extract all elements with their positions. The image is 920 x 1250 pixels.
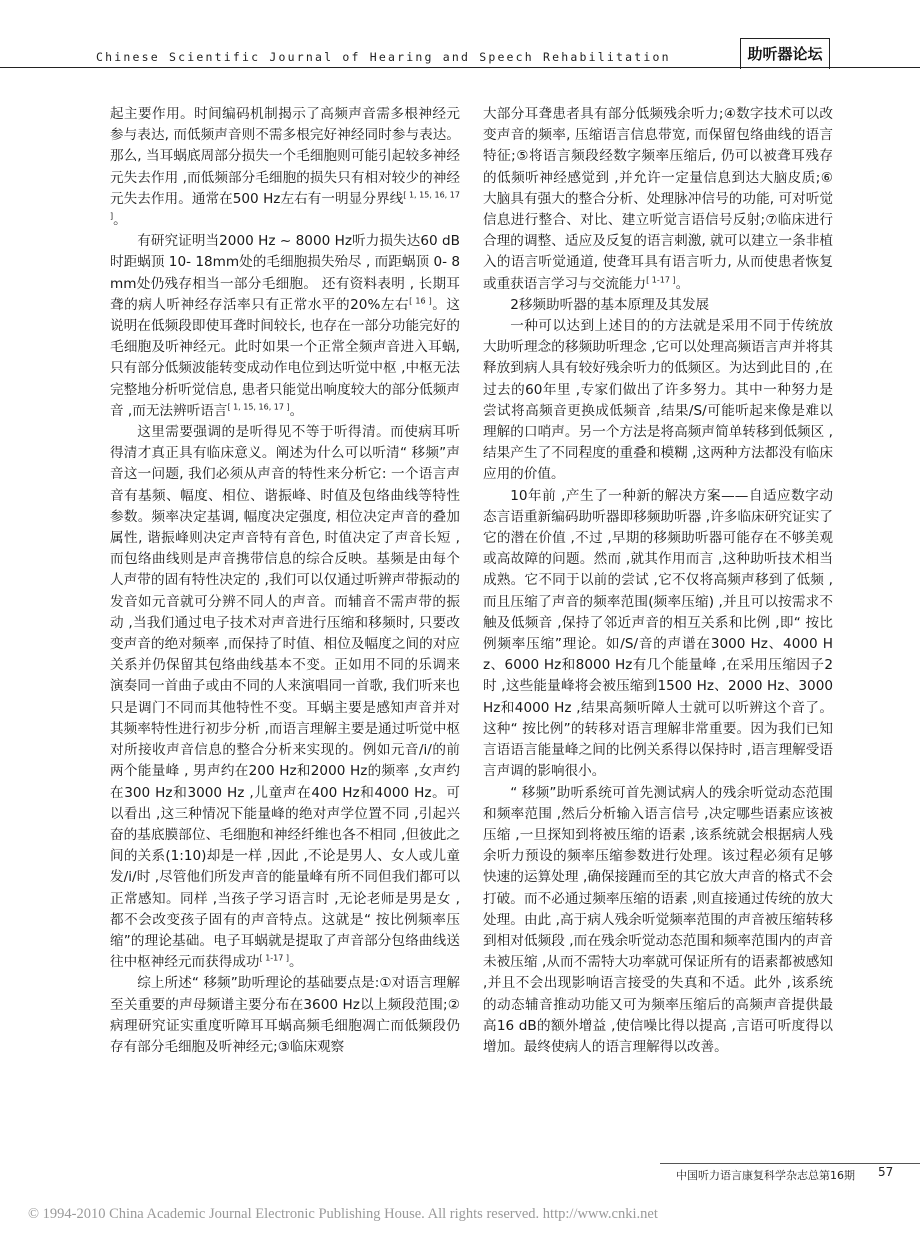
- footer-rule: [660, 1163, 920, 1164]
- paragraph-text: 这里需要强调的是听得见不等于听得清。而使病耳听得清才真正具有临床意义。阐述为什么可以听清“ 移频”声音这一问题, 我们必须从声音的特性来分析它: 一个语言声音有基频、幅度、相位、谐振峰、时值及包络曲线等特性参数。频率决定基调, 幅度决定强度, 相位决定声音的叠加属性, 谐振峰则决定声音特有音色, 时值决定了声音长短 ,而包络曲线则是声音携带信息的综合反映。基频是由每个人声带的固有特性决定的 ,我们可以仅通过听辨声带振动的发音如元音就可分辨不同人的声音。而辅音不需声带的振动 ,当我们通过电子技术对声音进行压缩和移频时, 只要改变声音的绝对频率 ,而保持了时值、相位及幅度之间的对应关系并仍保留其包络曲线基本不变。正如用不同的乐调来演奏同一首曲子或由不同的人来演唱同一首歌, 我们听来也只是调门不同而其他特性不变。耳蜗主要是感知声音并对其频率特性进行初步分析 ,而语言理解主要是通过听觉中枢对所接收声音信息的整合分析来实现的。例如元音/i/的前两个能量峰 , 男声约在200 Hz和2000 Hz的频率 ,女声约在300 Hz和3000 Hz ,儿童声在400 Hz和4000 Hz。可以看出 ,这三种情况下能量峰的绝对声学位置不同 ,引起兴奋的基底膜部位、毛细胞和神经纤维也各不相同 ,但彼此之间的关系(1:10)却是一样 ,因此 ,不论是男人、女人或儿童发/i/时 ,尽管他们所发声音的能量峰有所不同但我们都可以正常感知。同样 ,当孩子学习语言时 ,无论老师是男是女 ,都不会改变孩子固有的声音特点。这就是“ 按比例频率压缩”的理论基础。电子耳蜗就是提取了声音部分包络曲线送往中枢神经元而获得成功: [110, 424, 460, 971]
- paragraph-text: 起主要作用。时间编码机制揭示了高频声音需多根神经元参与表达, 而低频声音则不需多根完好神经同时参与表达。那么, 当耳蜗底周部分损失一个毛细胞则可能引起较多神经元失去作用 ,而低频部分毛细胞的损失只有相对较少的神经元失去作用。通常在500 Hz左右有一明显分界线: [110, 106, 460, 207]
- section-heading: 2移频助听器的基本原理及其发展: [510, 296, 710, 313]
- citation: [ 16 ]: [409, 296, 432, 306]
- paragraph-text: 10年前 ,产生了一种新的解决方案——自适应数字动态言语重新编码助听器即移频助听器 ,许多临床研究证实了它的潜在价值 ,不过 ,早期的移频助听器可能存在不够美观或高故障的问题。然而 ,就其作用而言 ,这种助听技术相当成熟。它不同于以前的尝试 ,它不仅将高频声移到了低频 ,而且压缩了声音的频率范围(频率压缩) ,并且可以按需求不触及低频音 ,保持了邻近声音的相互关系和比例 ,即“ 按比例频率压缩”理论。如/S/音的声谱在3000 Hz、4000 Hz、6000 Hz和8000 Hz有几个能量峰 ,在采用压缩因子2时 ,这些能量峰将会被压缩到1500 Hz、2000 Hz、3000 Hz和4000 Hz ,结果高频听障人士就可以听辨这个音了。这种“ 按比例”的转移对语言理解非常重要。因为我们已知言语语言能量峰之间的比例关系得以保持时 ,语言理解受语言声调的影响很小。: [483, 487, 833, 780]
- copyright-notice: © 1994-2010 China Academic Journal Electronic Publishing House. All rights reserved. http://www.cnki.net: [28, 1206, 658, 1222]
- page-number: 57: [878, 1165, 894, 1179]
- paragraph: [483, 104, 833, 295]
- citation: [ 1, 15, 16, 17 ]: [227, 402, 290, 412]
- footer-journal-name: 中国听力语言康复科学杂志总第16期: [676, 1169, 855, 1182]
- citation: [ 1, 15, 16, 17 ]: [110, 190, 460, 221]
- paragraph: [110, 104, 460, 231]
- paragraph-text: 大部分耳聋患者具有部分低频残余听力;④数字技术可以改变声音的频率, 压缩语言信息带宽, 而保留包络曲线的语言特征;⑤将语言频段经数字频率压缩后, 仍可以被聋耳残存的低频听神经感觉到 ,并允许一定量信息到达大脑皮质;⑥大脑具有强大的整合分析、处理脉冲信号的功能, 可对听觉信息进行整合、对比、建立听觉言语信号反射;⑦临床进行合理的调整、适应及反复的语言刺激, 就可以建立一条非植入的语言听觉通道, 使聋耳具有语言听力, 从而使患者恢复或重获语言学习与交流能力: [483, 106, 833, 292]
- paragraph-text: “ 移频”助听系统可首先测试病人的残余听觉动态范围和频率范围 ,然后分析输入语言信号 ,决定哪些语素应该被压缩 ,一旦探知到将被压缩的语素 ,该系统就会根据病人残余听力预设的频率压缩参数进行处理。该过程必须有足够快速的运算处理 ,确保接踵而至的其它放大声音的格式不会打破。而不必通过频率压缩的语素 ,则直接通过传统的放大处理。由此 ,高于病人残余听觉频率范围的声音被压缩转移到相对低频段 ,而在残余听觉动态范围和频率范围内的声音未被压缩 ,从而不需特大功率就可保证所有的语素都被感知 ,并且不会出现影响语言接受的失真和不适。此外 ,该系统的动态辅音推动功能又可为频率压缩后的高频声音提供最高16 dB的额外增益 ,使信噪比得以提高 ,言语可听度得以增加。最终使病人的语言理解得以改善。: [483, 784, 833, 1055]
- column-tag: 助听器论坛: [740, 38, 830, 69]
- paragraph: [483, 316, 833, 486]
- paragraph-tail: 。: [289, 954, 303, 971]
- citation: [ 1-17 ]: [646, 275, 676, 285]
- paragraph-text: 。这说明在低频段即使耳聋时间较长, 也存在一部分功能完好的毛细胞及听神经元。此时如果一个正常全频声音进入耳蜗, 只有部分低频波能转变成动作电位到达听觉中枢 ,中枢无法完整地分析听觉信息, 患者只能觉出响度较大的部分低频声音 ,而无法辨听语言: [110, 296, 461, 419]
- paragraph: [110, 973, 460, 1058]
- citation: [ 1-17 ]: [259, 953, 290, 963]
- paragraph: [483, 783, 833, 1059]
- paragraph: [110, 231, 460, 422]
- paragraph-tail: 。: [675, 275, 690, 292]
- left-column: [110, 104, 460, 1058]
- paragraph-tail: 。: [289, 402, 304, 419]
- journal-title-english: Chinese Scientific Journal of Hearing and Speech Rehabilitation: [96, 50, 671, 64]
- header-rule: [0, 67, 920, 68]
- paragraph-text: 综上所述“ 移频”助听理论的基础要点是:①对语言理解至关重要的声母频谱主要分布在3600 Hz以上频段范围;②病理研究证实重度听障耳耳蜗高频毛细胞凋亡而低频段仍存有部分毛细胞及听神经元;③临床观察: [110, 975, 460, 1055]
- paragraph-tail: 。: [113, 212, 127, 229]
- paragraph-text: 一种可以达到上述目的的方法就是采用不同于传统放大助听理念的移频助听理念 ,它可以处理高频语言声并将其释放到病人具有较好残余听力的低频区。为达到此目的 ,在过去的60年里 ,专家们做出了许多努力。其中一种努力是尝试将高频音更换成低频音 ,结果/S/可能听起来像是难以理解的口哨声。另一个方法是将高频声简单转移到低频区 ,结果产生了不同程度的重叠和模糊 ,这两种方法都没有临床应用的价值。: [483, 318, 833, 483]
- paragraph: [483, 486, 833, 783]
- paragraph-text: 有研究证明当2000 Hz ~ 8000 Hz听力损失达60 dB时距蜗顶 10- 18mm处的毛细胞损失殆尽 , 而距蜗顶 0- 8mm处仍残存相当一部分毛细胞。 还有资料表明 , 长期耳聋的病人听神经存活率只有正常水平的20%左右: [110, 233, 460, 313]
- paragraph: [110, 422, 460, 973]
- right-column: [483, 104, 833, 1058]
